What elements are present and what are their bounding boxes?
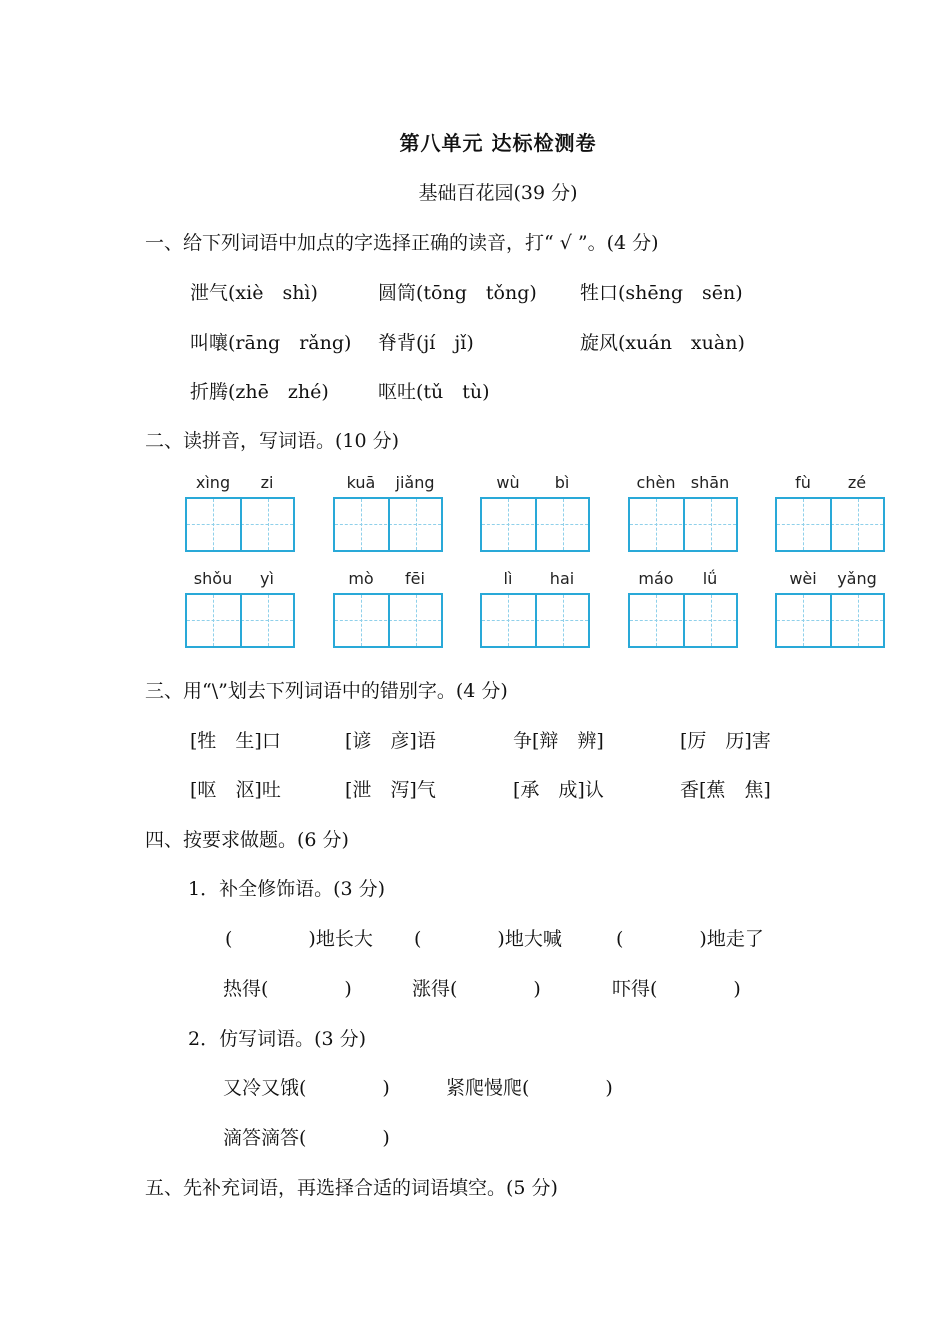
grid-line [508,499,509,550]
pinyin-syllable: jiǎng [395,473,435,492]
q1-item: 牲口(shēng sēn) [580,282,743,304]
q4-sub1-item: 涨得( ) [412,978,541,1000]
writing-box[interactable] [333,497,443,552]
grid-line [563,499,564,550]
grid-line [388,595,390,646]
grid-line [535,595,537,646]
q3-item: 争[辩 辨] [513,730,604,752]
q2-heading: 二、读拼音，写词语。(10 分) [145,430,400,452]
grid-line [240,499,242,550]
writing-box[interactable] [628,593,738,648]
grid-line [213,499,214,550]
pinyin-syllable: hai [549,569,575,588]
writing-box[interactable] [480,497,590,552]
pinyin-syllable: wèi [789,569,817,588]
q3-item: [承 成]认 [513,779,604,801]
q4-heading: 四、按要求做题。(6 分) [145,829,349,851]
grid-line [830,595,832,646]
pinyin-label [480,473,590,493]
q1-item: 泄气(xiè shì) [190,282,318,304]
pinyin-syllable: kuā [346,473,376,492]
pinyin-syllable: yì [260,569,274,588]
q3-item: [泄 泻]气 [345,779,436,801]
grid-line [711,499,712,550]
q4-sub1-item: ( )地大喊 [414,928,562,950]
q1-item: 呕吐(tǔ tù) [378,381,490,403]
pinyin-syllable: fēi [405,569,425,588]
pinyin-syllable: máo [638,569,674,588]
pinyin-label [628,569,738,589]
grid-line [656,499,657,550]
grid-line [683,595,685,646]
pinyin-syllable: bì [554,473,570,492]
pinyin-syllable: zi [260,473,274,492]
pinyin-syllable: lǘ [702,569,718,588]
grid-line [213,595,214,646]
pinyin-syllable: zé [847,473,867,492]
pinyin-syllable: yǎng [837,569,877,588]
q4-sub2-item: 滴答滴答( ) [223,1127,390,1149]
grid-line [268,595,269,646]
q4-sub2-heading: 2．仿写词语。(3 分) [188,1028,367,1050]
q5-heading: 五、先补充词语，再选择合适的词语填空。(5 分) [145,1177,558,1199]
pinyin-label [185,473,295,493]
grid-line [361,595,362,646]
q1-heading: 一、给下列词语中加点的字选择正确的读音，打“ √ ”。(4 分) [145,232,659,254]
grid-line [563,595,564,646]
grid-line [268,499,269,550]
grid-line [361,499,362,550]
writing-box[interactable] [775,593,885,648]
writing-box[interactable] [333,593,443,648]
grid-line [858,499,859,550]
pinyin-label [333,569,443,589]
q1-item: 叫嚷(rāng rǎng) [190,332,352,354]
q4-sub1-item: 热得( ) [223,978,352,1000]
pinyin-label [480,569,590,589]
q1-item: 旋风(xuán xuàn) [580,332,745,354]
grid-line [858,595,859,646]
q4-sub1-heading: 1．补全修饰语。(3 分) [188,878,386,900]
writing-box[interactable] [628,497,738,552]
pinyin-syllable: chèn [636,473,676,492]
pinyin-syllable: shān [690,473,730,492]
grid-line [830,499,832,550]
grid-line [416,499,417,550]
q4-sub1-item: 吓得( ) [612,978,741,1000]
grid-line [416,595,417,646]
pinyin-syllable: mò [348,569,374,588]
pinyin-label [775,473,885,493]
pinyin-syllable: shǒu [193,569,233,588]
grid-line [240,595,242,646]
writing-box[interactable] [775,497,885,552]
q4-sub1-item: ( )地走了 [616,928,764,950]
grid-line [711,595,712,646]
grid-line [683,499,685,550]
grid-line [803,595,804,646]
q1-item: 脊背(jí jǐ) [378,332,474,354]
writing-box[interactable] [185,593,295,648]
q3-item: [牲 生]口 [190,730,281,752]
q4-sub2-item: 又冷又饿( ) [223,1077,390,1099]
q3-item: 香[蕉 焦] [680,779,771,801]
pinyin-label [628,473,738,493]
q1-item: 圆筒(tōng tǒng) [378,282,537,304]
pinyin-syllable: lì [503,569,513,588]
grid-line [535,499,537,550]
grid-line [656,595,657,646]
q3-heading: 三、用“\”划去下列词语中的错别字。(4 分) [145,680,508,702]
page-title: 第八单元 达标检测卷 [399,131,597,155]
writing-box[interactable] [185,497,295,552]
grid-line [388,499,390,550]
grid-line [508,595,509,646]
section-subtitle: 基础百花园(39 分) [418,182,578,204]
pinyin-label [185,569,295,589]
q3-item: [呕 沤]吐 [190,779,281,801]
q3-item: [厉 历]害 [680,730,771,752]
pinyin-label [775,569,885,589]
pinyin-label [333,473,443,493]
pinyin-syllable: fù [795,473,811,492]
pinyin-syllable: xìng [195,473,231,492]
q4-sub1-item: ( )地长大 [225,928,373,950]
writing-box[interactable] [480,593,590,648]
q1-item: 折腾(zhē zhé) [190,381,329,403]
grid-line [803,499,804,550]
q4-sub2-item: 紧爬慢爬( ) [446,1077,613,1099]
q3-item: [谚 彦]语 [345,730,436,752]
pinyin-syllable: wù [496,473,520,492]
